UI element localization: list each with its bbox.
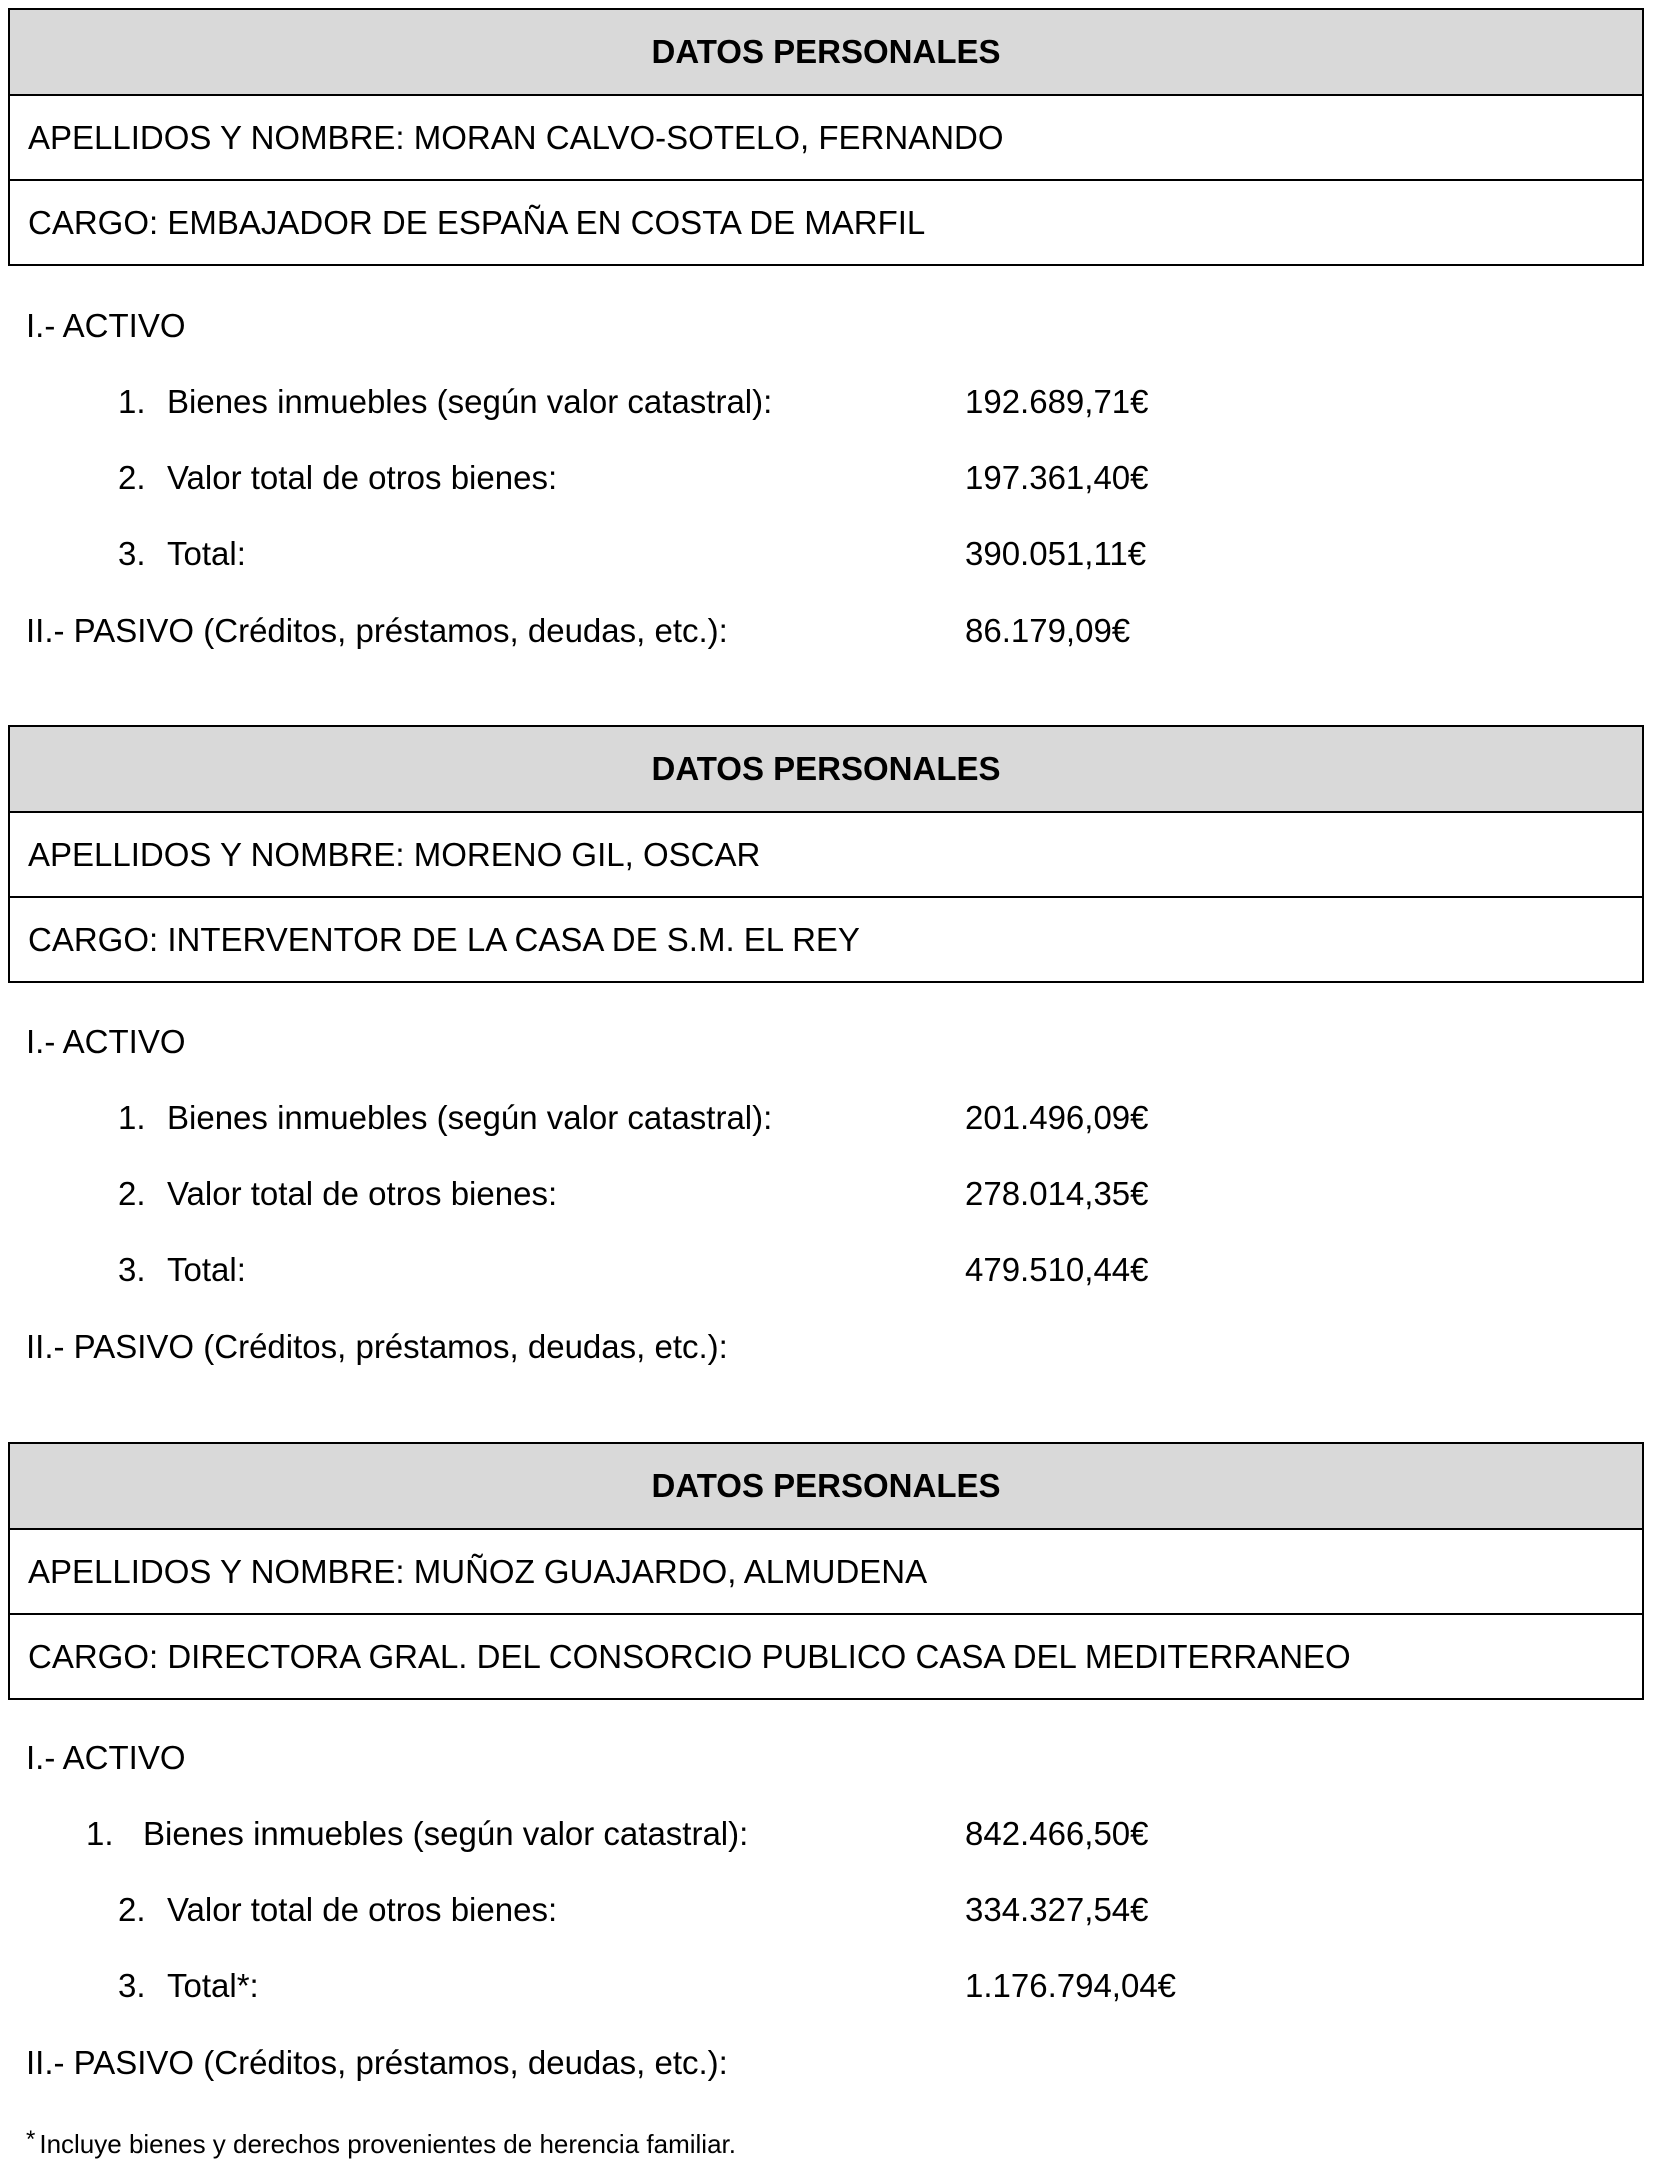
item-value: 479.510,44€ (965, 1251, 1149, 1288)
item-label: Total*: (167, 1967, 259, 2004)
section-header: DATOS PERSONALES (10, 10, 1642, 94)
name-row: APELLIDOS Y NOMBRE: MUÑOZ GUAJARDO, ALMUDENA (10, 1528, 1642, 1613)
item-label: Total: (167, 535, 246, 572)
item-number: 1. (86, 1815, 114, 1852)
pasivo-label: II.- PASIVO (Créditos, préstamos, deudas, etc.): (26, 2044, 728, 2081)
item-number: 2. (118, 459, 146, 496)
personal-data-box-1 (8, 8, 1644, 266)
item-label: Bienes inmuebles (según valor catastral): (167, 1099, 773, 1136)
name-row: APELLIDOS Y NOMBRE: MORAN CALVO-SOTELO, FERNANDO (10, 94, 1642, 179)
pasivo-label: II.- PASIVO (Créditos, préstamos, deudas, etc.): (26, 612, 728, 649)
personal-data-box-3 (8, 1442, 1644, 1700)
pasivo-value: 86.179,09€ (965, 612, 1131, 649)
personal-data-box-2 (8, 725, 1644, 983)
item-number: 3. (118, 535, 146, 572)
cargo-row: CARGO: DIRECTORA GRAL. DEL CONSORCIO PUBLICO CASA DEL MEDITERRANEO (10, 1613, 1642, 1698)
item-number: 1. (118, 1099, 146, 1136)
item-value: 334.327,54€ (965, 1891, 1149, 1928)
footnote (26, 2126, 736, 2160)
item-label: Bienes inmuebles (según valor catastral): (167, 383, 773, 420)
cargo-row: CARGO: INTERVENTOR DE LA CASA DE S.M. EL REY (10, 896, 1642, 981)
item-value: 201.496,09€ (965, 1099, 1149, 1136)
item-value: 1.176.794,04€ (965, 1967, 1177, 2004)
item-number: 2. (118, 1891, 146, 1928)
pasivo-label: II.- PASIVO (Créditos, préstamos, deudas, etc.): (26, 1328, 728, 1365)
item-number: 1. (118, 383, 146, 420)
item-value: 192.689,71€ (965, 383, 1149, 420)
footnote-text: Incluye bienes y derechos provenientes de herencia familiar. (39, 2129, 736, 2159)
cargo-row: CARGO: EMBAJADOR DE ESPAÑA EN COSTA DE MARFIL (10, 179, 1642, 264)
item-value: 197.361,40€ (965, 459, 1149, 496)
item-number: 2. (118, 1175, 146, 1212)
item-label: Bienes inmuebles (según valor catastral): (143, 1815, 749, 1852)
item-label: Valor total de otros bienes: (167, 1891, 558, 1928)
activo-label: I.- ACTIVO (26, 307, 186, 344)
section-header: DATOS PERSONALES (10, 727, 1642, 811)
item-label: Valor total de otros bienes: (167, 459, 558, 496)
footnote-mark: * (26, 2126, 36, 2153)
item-number: 3. (118, 1967, 146, 2004)
item-value: 390.051,11€ (965, 535, 1147, 572)
section-header: DATOS PERSONALES (10, 1444, 1642, 1528)
item-value: 842.466,50€ (965, 1815, 1149, 1852)
item-number: 3. (118, 1251, 146, 1288)
name-row: APELLIDOS Y NOMBRE: MORENO GIL, OSCAR (10, 811, 1642, 896)
activo-label: I.- ACTIVO (26, 1023, 186, 1060)
item-value: 278.014,35€ (965, 1175, 1149, 1212)
item-label: Valor total de otros bienes: (167, 1175, 558, 1212)
item-label: Total: (167, 1251, 246, 1288)
activo-label: I.- ACTIVO (26, 1739, 186, 1776)
